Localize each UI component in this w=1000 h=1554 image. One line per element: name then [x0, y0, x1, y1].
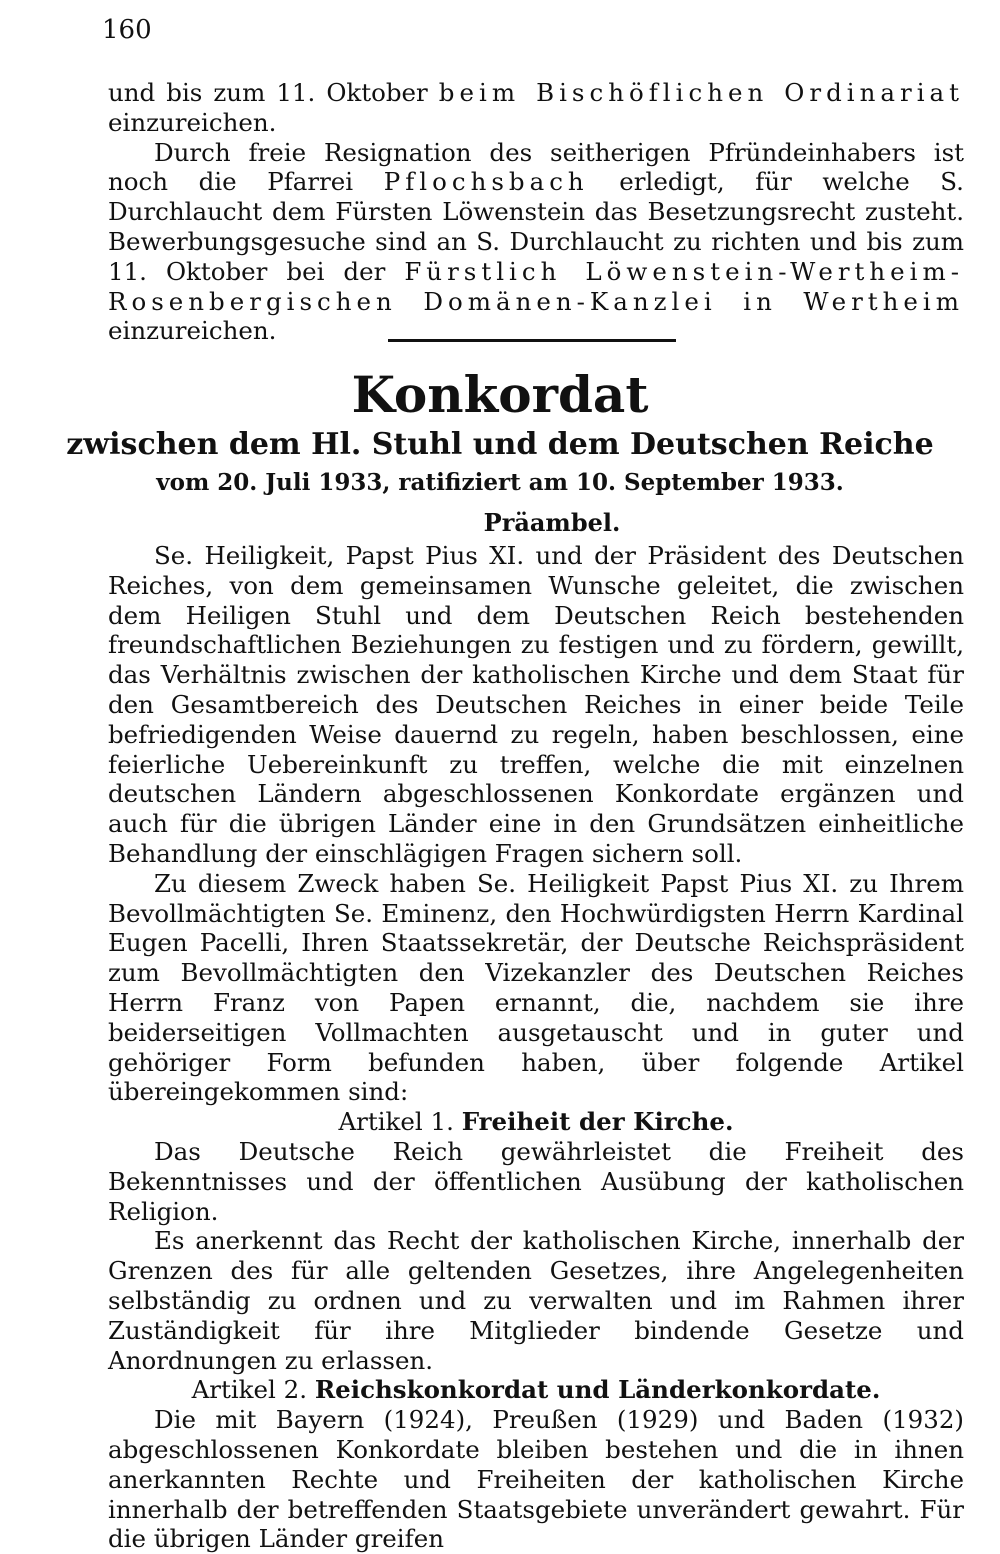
article-2-paragraph-1: Die mit Bayern (1924), Preußen (1929) und Baden (1932) abgeschlossenen Konkordate bleiben bestehen und die in ihnen anerkannten Rechte und Freiheiten der katholischen Kirche innerhalb der betreffenden Staatsgebiete unverändert gewahrt. Für die übrigen Länder greifen — [108, 1405, 964, 1554]
document-title: Konkordat — [351, 365, 649, 424]
document-subtitle: zwischen dem Hl. Stuhl und dem Deutschen Reiche — [66, 427, 934, 462]
preamble-paragraph-1: Se. Heiligkeit, Papst Pius XI. und der Präsident des Deutschen Reiches, von dem gemeinsamen Wunsche geleitet, die zwischen dem Heiligen Stuhl und dem Deutschen Reich bestehenden freundschaftlichen Beziehungen zu festigen und zu fördern, gewillt, das Verhältnis zwischen der katholischen Kirche und dem Staat für den Gesamtbereich des Deutschen Reiches in einer beide Teile befriedigenden Weise dauernd zu regeln, haben beschlossen, eine feierliche Uebereinkunft zu treffen, welche die mit einzelnen deutschen Ländern abgeschlossenen Konkordate ergänzen und auch für die übrigen Länder eine in den Grundsätzen einheitliche Behandlung der einschlägigen Fragen sichern soll. — [108, 541, 964, 868]
intro-paragraph-2 — [108, 138, 964, 347]
preamble-heading: Präambel. — [483, 508, 621, 537]
article-2-title: Reichskonkordat und Länderkonkordate. — [314, 1375, 881, 1405]
intro-p1-spaced: beim Bischöflichen Ordinariat — [438, 78, 964, 107]
intro-p1-end: einzureichen. — [108, 107, 277, 137]
intro-p2-a: Durch freie Resignation des seitherigen Pfründeinhabers ist noch die Pfarrei — [108, 137, 964, 197]
article-1-paragraph-2: Es anerkennt das Recht der katholischen Kirche, innerhalb der Grenzen des für alle geltenden Gesetzes, ihre Angelegenheiten selbständig zu ordnen und zu verwalten und im Rahmen ihrer Zuständigkeit für ihre Mitglieder bindende Gesetze und Anordnungen zu erlassen. — [108, 1226, 964, 1375]
article-2-heading — [108, 1375, 964, 1405]
main-text — [108, 541, 964, 1554]
document-date-line: vom 20. Juli 1933, ratifiziert am 10. September 1933. — [156, 469, 844, 496]
intro-p2-spaced-1: Pflochsbach — [383, 167, 589, 197]
intro-p2-c: einzureichen. — [108, 316, 277, 346]
article-1-heading — [108, 1107, 964, 1137]
intro-paragraph-1 — [108, 78, 964, 138]
preamble-paragraph-2: Zu diesem Zweck haben Se. Heiligkeit Papst Pius XI. zu Ihrem Bevollmächtigten Se. Eminenz, den Hochwürdigsten Herrn Kardinal Eugen Pacelli, Ihren Staatssekretär, der Deutsche Reichspräsident zum Bevollmächtigten den Vizekanzler des Deutschen Reiches Herrn Franz von Papen ernannt, die, nachdem sie ihre beiderseitigen Vollmachten ausgetauscht und in guter und gehöriger Form befunden haben, über folgende Artikel übereingekommen sind: — [108, 868, 964, 1107]
article-1-title: Freiheit der Kirche. — [461, 1107, 734, 1137]
intro-p1-start: und bis zum 11. Oktober — [108, 78, 439, 107]
article-1-label: Artikel 1. — [338, 1107, 454, 1137]
article-2-label: Artikel 2. — [191, 1375, 308, 1405]
article-1-paragraph-1: Das Deutsche Reich gewährleistet die Freiheit des Bekenntnisses und der öffentlichen Ausübung der katholischen Religion. — [108, 1136, 964, 1226]
section-divider — [388, 339, 676, 342]
intro-p2-spaced-2: Fürstlich Löwenstein-Wertheim-Rosenbergischen Domänen-Kanzlei in Wertheim — [108, 256, 964, 316]
intro-text — [108, 78, 964, 346]
page-number: 160 — [102, 15, 152, 45]
intro-p2-b: erledigt, für welche S. Durchlaucht dem Fürsten Löwenstein das Besetzungsrecht zusteht. Bewerbungsgesuche sind an S. Durchlaucht zu richten und bis zum 11. Oktober bei der — [108, 167, 964, 286]
